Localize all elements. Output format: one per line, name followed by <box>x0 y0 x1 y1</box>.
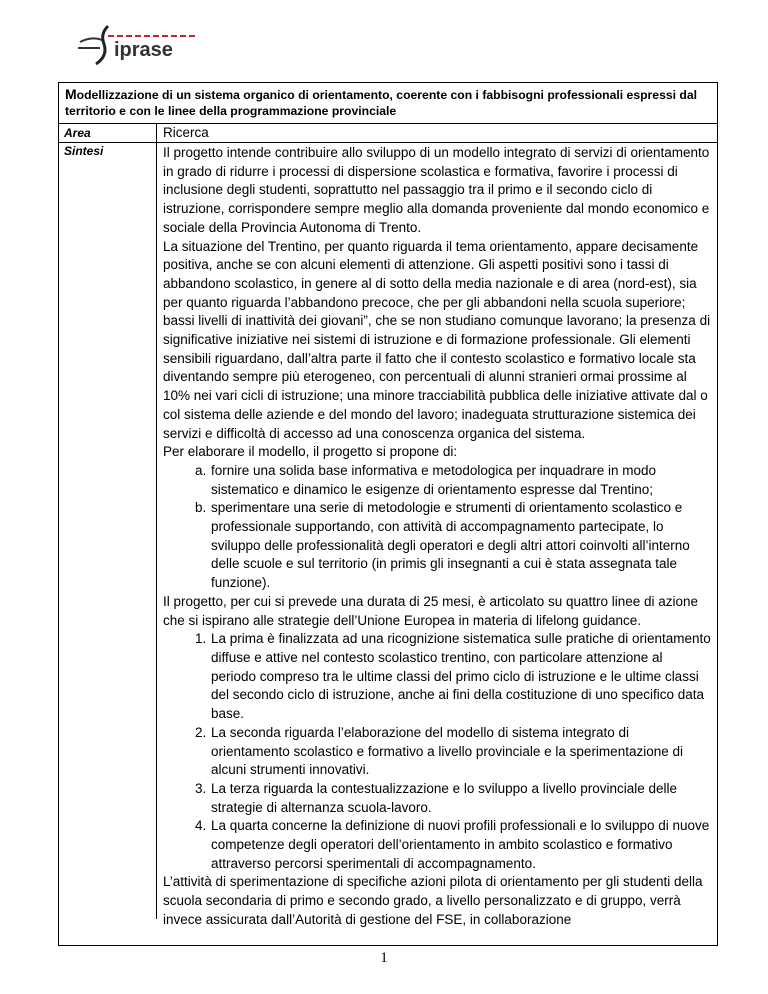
sintesi-content <box>157 143 717 927</box>
title-first-letter: M <box>65 86 77 102</box>
list-item: 2. La seconda riguarda l’elaborazione del modello di sistema integrato di orientamento scolastico e formativo a livello provinciale e la sperimentazione di alcuni strumenti innovativi. <box>195 724 683 778</box>
sintesi-row <box>59 143 717 927</box>
project-title <box>59 83 717 124</box>
paragraph: Il progetto, per cui si prevede una durata di 25 mesi, è articolato su quattro linee di azione che si ispirano alle strategie dell’Unione Europea in materia di lifelong guidance. <box>163 593 699 628</box>
area-label: Area <box>59 124 157 142</box>
alpha-list <box>163 462 711 593</box>
sintesi-label: Sintesi <box>59 143 157 919</box>
list-item: a. fornire una solida base informativa e metodologica per inquadrare in modo sistematico e dinamico le esigenze di orientamento espresse dal Trentino; <box>195 462 657 497</box>
area-value: Ricerca <box>163 125 209 140</box>
paragraph: Il progetto intende contribuire allo sviluppo di un modello integrato di servizi di orientamento in grado di ridurre i processi di dispersione scolastica e formativa, favorire i processi di inclusione degli studenti, soprattutto nel passaggio tra il primo e il secondo ciclo di istruzione, corrispondere sempre meglio alla domanda proveniente dal mondo economico e sociale della Provincia Autonoma di Trento. <box>163 145 710 235</box>
paragraph: La situazione del Trentino, per quanto riguarda il tema orientamento, appare decisamente positiva, anche se con alcuni elementi di attenzione. Gli aspetti positivi sono i tassi di abbandono scolastico, in genere al di sotto della media nazionale e di area (nord-est), sia per quanto riguarda l’abbandono precoce, che per gli abbandoni nella scuola superiore; bassi livelli di inattività dei giovani”, che se non studiano comunque lavorano; la presenza di significative iniziative nei sistemi di istruzione e di formazione professionale. Gli elementi sensibili riguardano, dall’altra parte il fatto che il contesto scolastico e formativo locale sta diventando sempre più eterogeneo, con percentuali di alunni stranieri ormai prossime al 10% nei vari cicli di istruzione; una minore tracciabilità pubblica delle iniziative attivate dal o col sistema delle aziende e del mondo del lavoro; inadeguata strutturazione sistemica dei servizi e difficoltà di accesso ad una conoscenza organica del sistema. <box>163 238 711 441</box>
area-row <box>59 124 717 143</box>
list-item: 1. La prima è finalizzata ad una ricognizione sistematica sulle pratiche di orientamento diffuse e attive nel contesto scolastico trentino, con particolare attenzione al periodo compreso tra le ultime classi del primo ciclo di istruzione e le ultime classi del secondo ciclo di istruzione, anche ai fini della costituzione di uno specifico data base. <box>195 631 711 722</box>
list-item: 3. La terza riguarda la contestualizzazione e lo sviluppo a livello provinciale delle strategie di alternanza scuola-lavoro. <box>195 780 678 815</box>
paragraph: L’attività di sperimentazione di specifiche azioni pilota di orientamento per gli studenti della scuola secondaria di primo e secondo grado, a livello personalizzato e di gruppo, verrà invece assicurata dall’Autorità di gestione del FSE, in collaborazione <box>163 874 703 927</box>
paragraph: Per elaborare il modello, il progetto si propone di: <box>163 444 458 460</box>
numbered-list <box>163 630 711 873</box>
list-item: 4. La quarta concerne la definizione di nuovi profili professionali e lo sviluppo di nuove competenze degli operatori dell’orientamento in ambito scolastico e formativo attraverso percorsi sperimentali di accompagnamento. <box>195 818 710 871</box>
title-text: odellizzazione di un sistema organico di orientamento, coerente con i fabbisogni professionali espressi dal territorio e con le linee della programmazione provinciale <box>65 88 698 118</box>
project-table <box>58 82 718 946</box>
iprase-logo <box>78 22 198 66</box>
logo-text: iprase <box>114 39 173 61</box>
list-item: b. sperimentare una serie di metodologie e strumenti di orientamento scolastico e professionale supportando, con attività di accompagnamento partecipate, lo sviluppo delle professionalità degli operatori e degli altri attori coinvolti all’interno delle scuole e sul territorio (in primis gli insegnanti a cui è stata assegnata tale funzione). <box>195 500 690 591</box>
page-number: 1 <box>380 950 388 966</box>
